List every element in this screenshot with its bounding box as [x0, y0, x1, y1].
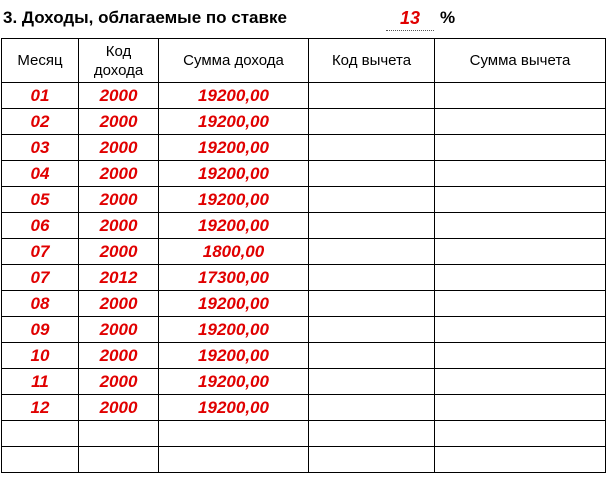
- income-code-cell[interactable]: 2000: [79, 395, 159, 421]
- deduction-code-cell[interactable]: [309, 83, 435, 109]
- income-sum-cell[interactable]: [159, 447, 309, 473]
- income-code-cell[interactable]: [79, 421, 159, 447]
- income-code-cell[interactable]: 2000: [79, 213, 159, 239]
- income-code-cell[interactable]: 2000: [79, 369, 159, 395]
- table-row: [2, 213, 606, 239]
- month-cell[interactable]: 12: [2, 395, 79, 421]
- table-row: [2, 239, 606, 265]
- month-cell[interactable]: [2, 447, 79, 473]
- column-header-income-code: Код дохода: [79, 39, 159, 83]
- income-code-cell[interactable]: 2000: [79, 239, 159, 265]
- deduction-code-cell[interactable]: [309, 317, 435, 343]
- deduction-code-cell[interactable]: [309, 291, 435, 317]
- deduction-code-cell[interactable]: [309, 187, 435, 213]
- table-row: [2, 135, 606, 161]
- income-sum-cell[interactable]: [159, 421, 309, 447]
- income-sum-cell[interactable]: 19200,00: [159, 213, 309, 239]
- column-header-deduction-sum: Сумма вычета: [435, 39, 606, 83]
- income-sum-cell[interactable]: 19200,00: [159, 161, 309, 187]
- deduction-sum-cell[interactable]: [435, 369, 606, 395]
- income-code-cell[interactable]: [79, 447, 159, 473]
- month-cell[interactable]: 06: [2, 213, 79, 239]
- table-row: [2, 161, 606, 187]
- table-row: [2, 187, 606, 213]
- income-sum-cell[interactable]: 19200,00: [159, 135, 309, 161]
- deduction-code-cell[interactable]: [309, 395, 435, 421]
- table-header-row: [2, 39, 606, 83]
- table-row: [2, 109, 606, 135]
- deduction-sum-cell[interactable]: [435, 109, 606, 135]
- deduction-code-cell[interactable]: [309, 343, 435, 369]
- deduction-code-cell[interactable]: [309, 161, 435, 187]
- income-code-cell[interactable]: 2000: [79, 317, 159, 343]
- month-cell[interactable]: 02: [2, 109, 79, 135]
- income-sum-cell[interactable]: 17300,00: [159, 265, 309, 291]
- table-row: [2, 421, 606, 447]
- income-sum-cell[interactable]: 19200,00: [159, 395, 309, 421]
- income-sum-cell[interactable]: 19200,00: [159, 317, 309, 343]
- deduction-sum-cell[interactable]: [435, 265, 606, 291]
- deduction-sum-cell[interactable]: [435, 421, 606, 447]
- deduction-sum-cell[interactable]: [435, 213, 606, 239]
- deduction-code-cell[interactable]: [309, 135, 435, 161]
- income-sum-cell[interactable]: 19200,00: [159, 369, 309, 395]
- deduction-sum-cell[interactable]: [435, 161, 606, 187]
- income-code-cell[interactable]: 2000: [79, 109, 159, 135]
- deduction-sum-cell[interactable]: [435, 135, 606, 161]
- column-header-month: Месяц: [2, 39, 79, 83]
- section-heading: [3, 6, 603, 32]
- month-cell[interactable]: 05: [2, 187, 79, 213]
- table-row: [2, 395, 606, 421]
- table-row: [2, 83, 606, 109]
- table-row: [2, 291, 606, 317]
- month-cell[interactable]: 07: [2, 239, 79, 265]
- section-title: 3. Доходы, облагаемые по ставке: [3, 8, 287, 27]
- deduction-code-cell[interactable]: [309, 109, 435, 135]
- deduction-sum-cell[interactable]: [435, 343, 606, 369]
- deduction-code-cell[interactable]: [309, 421, 435, 447]
- deduction-sum-cell[interactable]: [435, 317, 606, 343]
- deduction-sum-cell[interactable]: [435, 447, 606, 473]
- month-cell[interactable]: 10: [2, 343, 79, 369]
- tax-rate-field[interactable]: 13: [386, 8, 434, 31]
- month-cell[interactable]: 07: [2, 265, 79, 291]
- income-code-cell[interactable]: 2000: [79, 83, 159, 109]
- deduction-code-cell[interactable]: [309, 369, 435, 395]
- month-cell[interactable]: [2, 421, 79, 447]
- month-cell[interactable]: 09: [2, 317, 79, 343]
- percent-sign: %: [440, 8, 456, 27]
- table-row: [2, 447, 606, 473]
- table-row: [2, 369, 606, 395]
- deduction-sum-cell[interactable]: [435, 187, 606, 213]
- column-header-income-sum: Сумма дохода: [159, 39, 309, 83]
- deduction-sum-cell[interactable]: [435, 83, 606, 109]
- income-sum-cell[interactable]: 1800,00: [159, 239, 309, 265]
- table-row: [2, 265, 606, 291]
- column-header-deduction-code: Код вычета: [309, 39, 435, 83]
- month-cell[interactable]: 11: [2, 369, 79, 395]
- income-code-cell[interactable]: 2000: [79, 161, 159, 187]
- income-code-cell[interactable]: 2000: [79, 135, 159, 161]
- income-code-cell[interactable]: 2012: [79, 265, 159, 291]
- income-sum-cell[interactable]: 19200,00: [159, 83, 309, 109]
- deduction-sum-cell[interactable]: [435, 239, 606, 265]
- income-code-cell[interactable]: 2000: [79, 291, 159, 317]
- deduction-sum-cell[interactable]: [435, 395, 606, 421]
- table-row: [2, 343, 606, 369]
- table-row: [2, 317, 606, 343]
- income-sum-cell[interactable]: 19200,00: [159, 187, 309, 213]
- month-cell[interactable]: 08: [2, 291, 79, 317]
- month-cell[interactable]: 04: [2, 161, 79, 187]
- income-code-cell[interactable]: 2000: [79, 187, 159, 213]
- deduction-code-cell[interactable]: [309, 239, 435, 265]
- income-sum-cell[interactable]: 19200,00: [159, 291, 309, 317]
- income-table: [1, 38, 606, 473]
- deduction-code-cell[interactable]: [309, 447, 435, 473]
- deduction-code-cell[interactable]: [309, 265, 435, 291]
- income-sum-cell[interactable]: 19200,00: [159, 109, 309, 135]
- deduction-sum-cell[interactable]: [435, 291, 606, 317]
- income-sum-cell[interactable]: 19200,00: [159, 343, 309, 369]
- deduction-code-cell[interactable]: [309, 213, 435, 239]
- income-code-cell[interactable]: 2000: [79, 343, 159, 369]
- month-cell[interactable]: 01: [2, 83, 79, 109]
- month-cell[interactable]: 03: [2, 135, 79, 161]
